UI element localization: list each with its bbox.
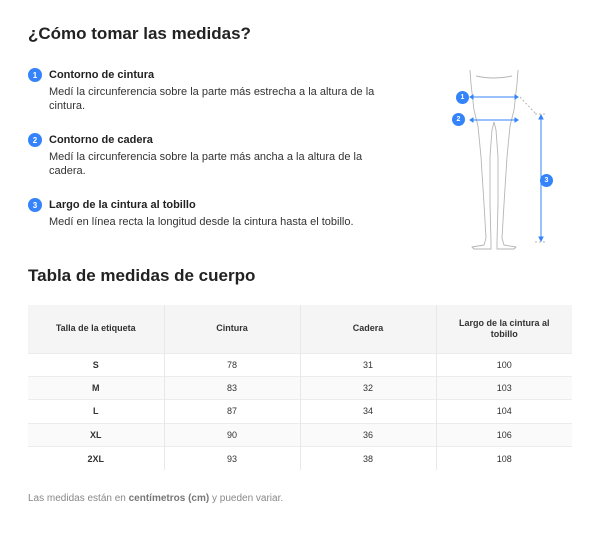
size-cell: M bbox=[28, 376, 164, 399]
step-number-badge: 2 bbox=[28, 133, 42, 147]
footnote-unit: centímetros (cm) bbox=[128, 493, 210, 504]
step-description: Medí la circunferencia sobre la parte más estrecha a la altura de la cintura. bbox=[49, 86, 375, 112]
column-header-length: Largo de la cintura al tobillo bbox=[436, 305, 572, 353]
footnote bbox=[28, 493, 283, 504]
table-row bbox=[28, 423, 572, 446]
length-cell: 103 bbox=[436, 376, 572, 399]
step-title: Largo de la cintura al tobillo bbox=[49, 199, 196, 211]
step-waist bbox=[28, 68, 408, 113]
size-cell: S bbox=[28, 353, 164, 376]
hip-cell: 36 bbox=[300, 423, 436, 446]
length-cell: 106 bbox=[436, 423, 572, 446]
waist-cell: 78 bbox=[164, 353, 300, 376]
hip-cell: 32 bbox=[300, 376, 436, 399]
step-title: Contorno de cadera bbox=[49, 134, 153, 146]
step-number-badge: 1 bbox=[28, 68, 42, 82]
body-measurement-figure bbox=[448, 62, 560, 252]
table-row bbox=[28, 353, 572, 376]
waist-cell: 93 bbox=[164, 447, 300, 470]
marker-1: 1 bbox=[456, 91, 469, 104]
hip-cell: 38 bbox=[300, 447, 436, 470]
step-title: Contorno de cintura bbox=[49, 69, 155, 81]
table-title: Tabla de medidas de cuerpo bbox=[28, 266, 256, 285]
marker-3: 3 bbox=[540, 174, 553, 187]
hip-cell: 31 bbox=[300, 353, 436, 376]
length-cell: 104 bbox=[436, 400, 572, 423]
waist-cell: 90 bbox=[164, 423, 300, 446]
table-header-row bbox=[28, 305, 572, 353]
size-cell: 2XL bbox=[28, 447, 164, 470]
step-description: Medí la circunferencia sobre la parte más ancha a la altura de la cadera. bbox=[49, 151, 363, 177]
step-hip bbox=[28, 133, 408, 178]
size-chart-table bbox=[28, 305, 572, 470]
size-cell: L bbox=[28, 400, 164, 423]
waist-cell: 83 bbox=[164, 376, 300, 399]
length-cell: 100 bbox=[436, 353, 572, 376]
footnote-prefix: Las medidas están en bbox=[28, 493, 129, 504]
page-title: ¿Cómo tomar las medidas? bbox=[28, 24, 251, 43]
waist-cell: 87 bbox=[164, 400, 300, 423]
table-row bbox=[28, 447, 572, 470]
size-cell: XL bbox=[28, 423, 164, 446]
footnote-suffix: y pueden variar. bbox=[209, 493, 284, 504]
marker-2: 2 bbox=[452, 113, 465, 126]
step-length bbox=[28, 198, 408, 229]
table-row bbox=[28, 376, 572, 399]
table-row bbox=[28, 400, 572, 423]
column-header-size: Talla de la etiqueta bbox=[28, 305, 164, 353]
column-header-hip: Cadera bbox=[300, 305, 436, 353]
step-description: Medí en línea recta la longitud desde la cintura hasta el tobillo. bbox=[49, 216, 354, 228]
column-header-waist: Cintura bbox=[164, 305, 300, 353]
step-number-badge: 3 bbox=[28, 198, 42, 212]
length-cell: 108 bbox=[436, 447, 572, 470]
hip-cell: 34 bbox=[300, 400, 436, 423]
